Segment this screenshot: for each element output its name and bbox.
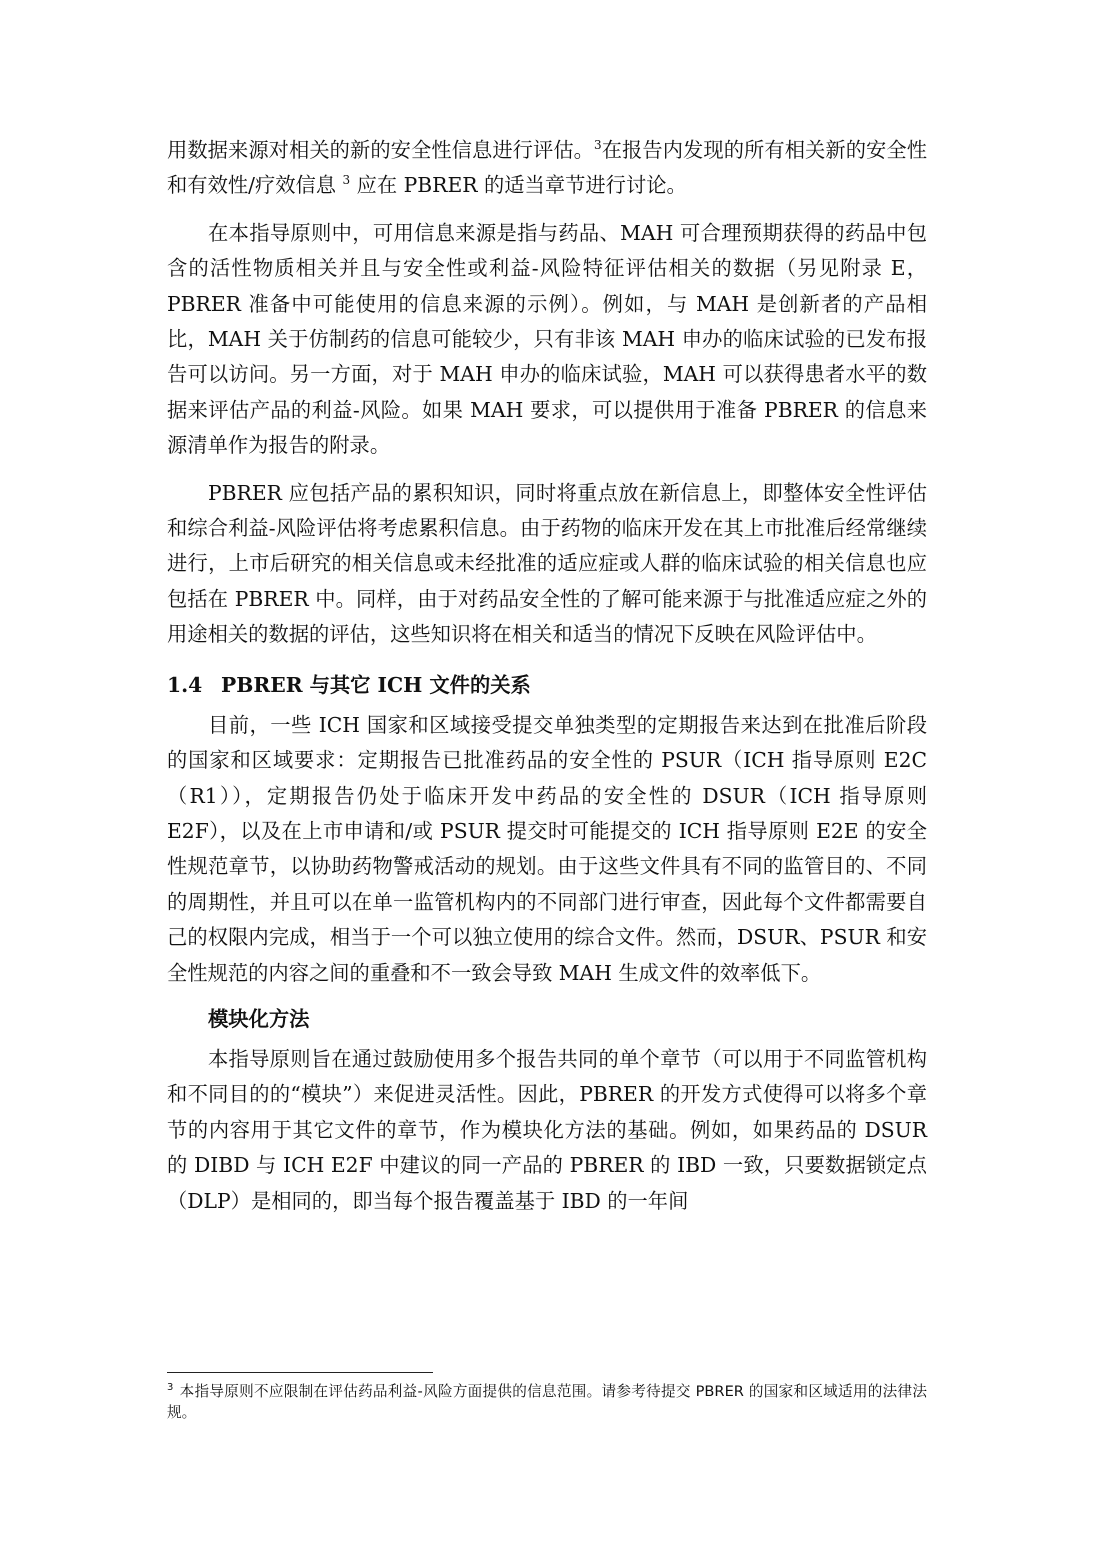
section-number: 1.4	[167, 672, 203, 697]
footnote-ref[interactable]: 3	[594, 138, 602, 153]
subheading-paragraph: 本指导原则旨在通过鼓励使用多个报告共同的单个章节（可以用于不同监管机构和不同目的的“模块”）来促进灵活性。因此，PBRER 的开发方式使得可以将多个章节的内容用于其它文件的章节，作为模块化方法的基础。例如，如果药品的 DSUR 的 DIBD 与 ICH E2F 中建议的同一产品的 PBRER 的 IBD 一致，只要数据锁定点（DLP）是相同的，即当每个报告覆盖基于 IBD 的一年间	[167, 1046, 927, 1213]
section-heading	[167, 666, 927, 704]
paragraph-2: 在本指导原则中，可用信息来源是指与药品、MAH 可合理预期获得的药品中包含的活性物质相关并且与安全性或利益-风险特征评估相关的数据（另见附录 E，PBRER 准备中可能使用的信息来源的示例）。例如，与 MAH 是创新者的产品相比，MAH 关于仿制药的信息可能较少，只有非该 MAH 申办的临床试验的已发布报告可以访问。另一方面，对于 MAH 申办的临床试验，MAH 可以获得患者水平的数据来评估产品的利益-风险。如果 MAH 要求，可以提供用于准备 PBRER 的信息来源清单作为报告的附录。	[167, 220, 927, 458]
footnote-ref[interactable]: 3	[342, 173, 351, 188]
footnote	[167, 1381, 927, 1423]
subheading: 模块化方法	[208, 1006, 310, 1031]
paragraph-1: 用数据来源对相关的新的安全性信息进行评估。$^3$在报告内发现的所有相关新的安全性和有效性/疗效信息 $^3$ 应在 PBRER 的适当章节进行讨论。	[167, 138, 927, 198]
section-paragraph: 目前，一些 ICH 国家和区域接受提交单独类型的定期报告来达到在批准后阶段的国家和区域要求：定期报告已批准药品的安全性的 PSUR（ICH 指导原则 E2C（R1）），定期报告仍处于临床开发中药品的安全性的 DSUR（ICH 指导原则 E2F），以及在上市申请和/或 PSUR 提交时可能提交的 ICH 指导原则 E2E 的安全性规范章节，以协助药物警戒活动的规划。由于这些文件具有不同的监管目的、不同的周期性，并且可以在单一监管机构内的不同部门进行审查，因此每个文件都需要自己的权限内完成，相当于一个可以独立使用的综合文件。然而，DSUR、PSUR 和安全性规范的内容之间的重叠和不一致会导致 MAH 生成文件的效率低下。	[167, 712, 927, 985]
footnote-text: 本指导原则不应限制在评估药品利益-风险方面提供的信息范围。请参考待提交 PBRER 的国家和区域适用的法律法规。	[167, 1383, 927, 1421]
section-title: PBRER 与其它 ICH 文件的关系	[221, 672, 531, 697]
footnote-marker: 3	[167, 1382, 174, 1394]
paragraph-3: PBRER 应包括产品的累积知识，同时将重点放在新信息上，即整体安全性评估和综合利益-风险评估将考虑累积信息。由于药物的临床开发在其上市批准后经常继续进行，上市后研究的相关信息或未经批准的适应症或人群的临床试验的相关信息也应包括在 PBRER 中。同样，由于对药品安全性的了解可能来源于与批准适应症之外的用途相关的数据的评估，这些知识将在相关和适当的情况下反映在风险评估中。	[167, 480, 927, 647]
footnote-divider	[167, 1372, 433, 1373]
document-page	[167, 133, 927, 1219]
